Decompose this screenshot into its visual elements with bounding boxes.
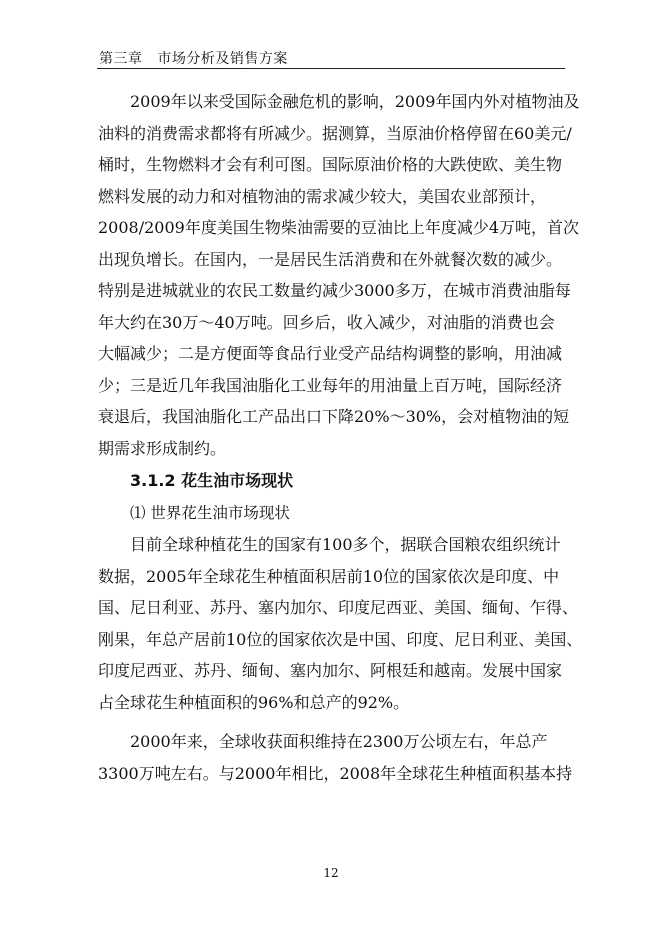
paragraph-line: 数据，2005年全球花生种植面积居前10位的国家依次是印度、中 bbox=[98, 566, 560, 586]
paragraph-line: 少；三是近几年我国油脂化工业每年的用油量上百万吨，国际经济 bbox=[98, 375, 563, 395]
paragraph-gap bbox=[98, 718, 568, 726]
paragraph-line: 年大约在30万～40万吨。回乡后，收入减少，对油脂的消费也会 bbox=[98, 312, 555, 332]
paragraph-line: 刚果，年总产居前10位的国家依次是中国、印度、尼日利亚、美国、 bbox=[98, 629, 583, 649]
paragraph-line: 2000年来，全球收获面积维持在2300万公顷左右，年总产 bbox=[130, 732, 548, 751]
paragraph-line: 3300万吨左右。与2000年相比，2008年全球花生种植面积基本持 bbox=[98, 763, 573, 783]
paragraph-line: 油料的消费需求都将有所减少。据测算，当原油价格停留在60美元/ bbox=[98, 123, 572, 143]
paragraph-line: 特别是进城就业的农民工数量约减少3000多万，在城市消费油脂每 bbox=[98, 281, 571, 300]
paragraph-line: 国、尼日利亚、苏丹、塞内加尔、印度尼西亚、美国、缅甸、乍得、 bbox=[98, 598, 579, 617]
page-number: 12 bbox=[323, 866, 339, 880]
paragraph-line: 期需求形成制约。 bbox=[98, 438, 227, 458]
paragraph-line: 2009年以来受国际金融危机的影响，2009年国内外对植物油及 bbox=[130, 92, 580, 111]
document-body bbox=[98, 86, 583, 789]
paragraph-line: 桶时，生物燃料才会有利可图。国际原油价格的大跌使欧、美生物 bbox=[98, 155, 563, 174]
paragraph-line: 印度尼西亚、苏丹、缅甸、塞内加尔、阿根廷和越南。发展中国家 bbox=[98, 661, 563, 680]
paragraph-line: 燃料发展的动力和对植物油的需求减少较大，美国农业部预计， bbox=[98, 186, 547, 206]
paragraph-line: 2008/2009年度美国生物柴油需要的豆油比上年度减少4万吨，首次 bbox=[98, 218, 580, 237]
chapter-title: 市场分析及销售方案 bbox=[157, 51, 288, 67]
page-header bbox=[97, 48, 565, 69]
paragraph-line: 衰退后，我国油脂化工产品出口下降20%～30%，会对植物油的短 bbox=[98, 407, 570, 426]
paragraph-line: 大幅减少；二是方便面等食品行业受产品结构调整的影响，用油减 bbox=[98, 344, 563, 363]
subsection-heading: ⑴ 世界花生油市场现状 bbox=[130, 504, 290, 522]
paragraph-line: 出现负增长。在国内，一是居民生活消费和在外就餐次数的减少。 bbox=[98, 249, 563, 269]
section-heading: 3.1.2 花生油市场现状 bbox=[130, 471, 294, 490]
paragraph-line: 占全球花生种植面积的96%和总产的92%。 bbox=[98, 692, 410, 712]
chapter-label: 第三章 bbox=[99, 51, 143, 67]
paragraph-line: 目前全球种植花生的国家有100多个，据联合国粮农组织统计 bbox=[130, 535, 561, 554]
